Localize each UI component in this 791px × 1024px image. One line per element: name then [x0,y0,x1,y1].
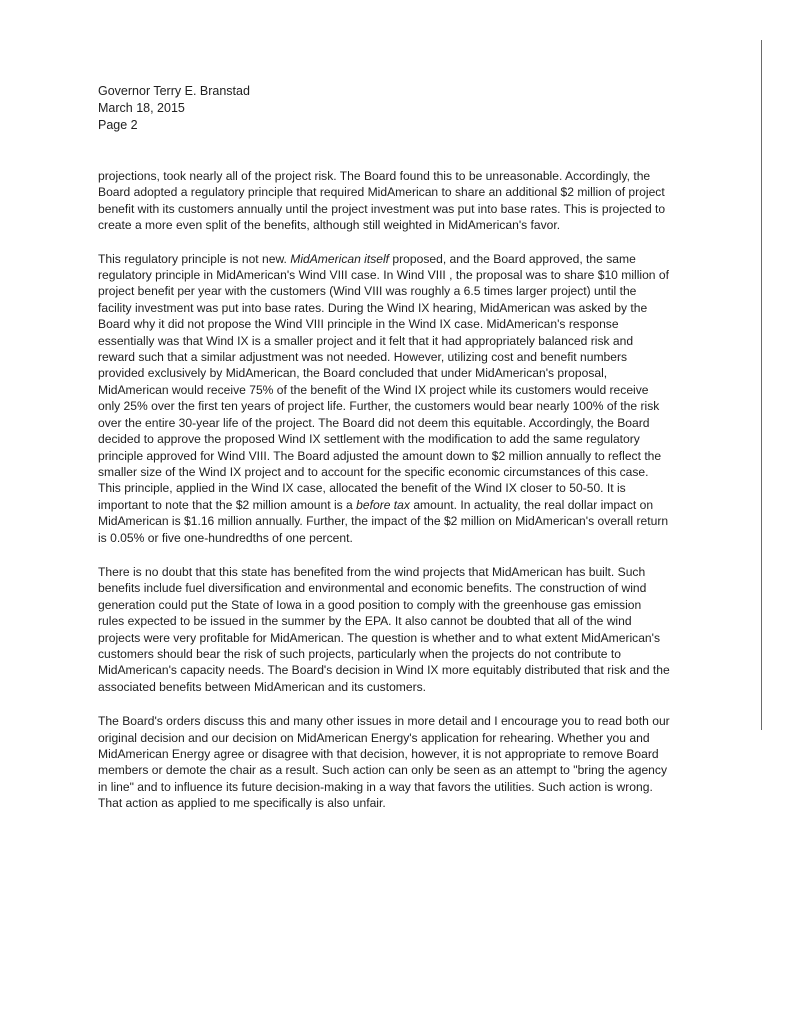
paragraph-board-orders: The Board's orders discuss this and many other issues in more detail and I encourage you to read both our original decision and our decision on MidAmerican Energy's application for rehearing. Whether you and MidAmerican Energy agree or disagree with that decision, however, it is not appropriate to remove Board members or demote the chair as a result. Such action can only be seen as an attempt to "bring the agency in line" and to influence its future decision-making in a way that favors the utilities. Such action is wrong. That action as applied to me specifically is also unfair. [98,714,670,811]
paragraph-text-segment: proposed, and the Board approved, the same regulatory principle in MidAmerican's Wind VIII case. In Wind VIII , the proposal was to share $10 million of project benefit per year with the customers (Wind VIII was roughly a 6.5 times larger project) until the facility investment was put into base rates. During the Wind IX hearing, MidAmerican was asked by the Board why it did not propose the Wind VIII principle in the Wind IX case. MidAmerican's response essentially was that Wind IX is a smaller project and it felt that it had appropriately balanced risk and reward such that a similar adjustment was not needed. However, utilizing cost and benefit numbers provided exclusively by MidAmerican, the Board concluded that under MidAmerican's proposal, MidAmerican would receive 75% of the benefit of the Wind IX project while its customers would receive only 25% over the first ten years of project life. Further, the customers would bear nearly 100% of the risk over the entire 30-year life of the project. The Board did not deem this equitable. Accordingly, the Board decided to approve the proposed Wind IX settlement with the modification to add the same regulatory principle approved for Wind VIII. The Board adjusted the amount down to $2 million annually to reflect the smaller size of the Wind IX project and to account for the specific economic circumstances of this case. This principle, applied in the Wind IX case, allocated the benefit of the Wind IX closer to 50-50. It is important to note that the $2 million amount is a [98,251,669,512]
italic-phrase: before tax [356,497,410,512]
paragraph-text-segment: This regulatory principle is not new. [98,251,291,266]
paragraph-wind-benefits: There is no doubt that this state has benefited from the wind projects that MidAmerican has built. Such benefits include fuel diversification and environmental and economic benefits. The construction of wind generation could put the State of Iowa in a good position to comply with the greenhouse gas emission rules expected to be issued in the summer by the EPA. It also cannot be doubted that all of the wind projects were very profitable for MidAmerican. The question is whether and to what extent MidAmerican's customers should bear the risk of such projects, particularly when the projects do not contribute to MidAmerican's capacity needs. The Board's decision in Wind IX more equitably distributed that risk and the associated benefits between MidAmerican and its customers. [98,564,670,694]
scan-edge-line [761,40,762,730]
paragraph-project-risk: projections, took nearly all of the project risk. The Board found this to be unreasonable. Accordingly, the Board adopted a regulatory principle that required MidAmerican to share an additional $2 million of project benefit with its customers annually until the project investment was put into base rates. This is projected to create a more even split of the benefits, although still weighted in MidAmerican's favor. [98,169,666,233]
letter-date: March 18, 2015 [98,101,185,115]
paragraph-text-segment: amount. In actuality, the real dollar impact on MidAmerican is $1.16 million annually. Further, the impact of the $2 million on MidAmerican's overall return is 0.05% or five one-hundredths of one percent. [98,497,669,545]
page-number: Page 2 [98,118,138,132]
paragraph-regulatory-principle [98,251,670,546]
recipient-name: Governor Terry E. Branstad [98,84,250,98]
italic-phrase: MidAmerican itself [290,251,390,266]
letter-body [98,168,670,831]
letter-header [98,83,398,134]
